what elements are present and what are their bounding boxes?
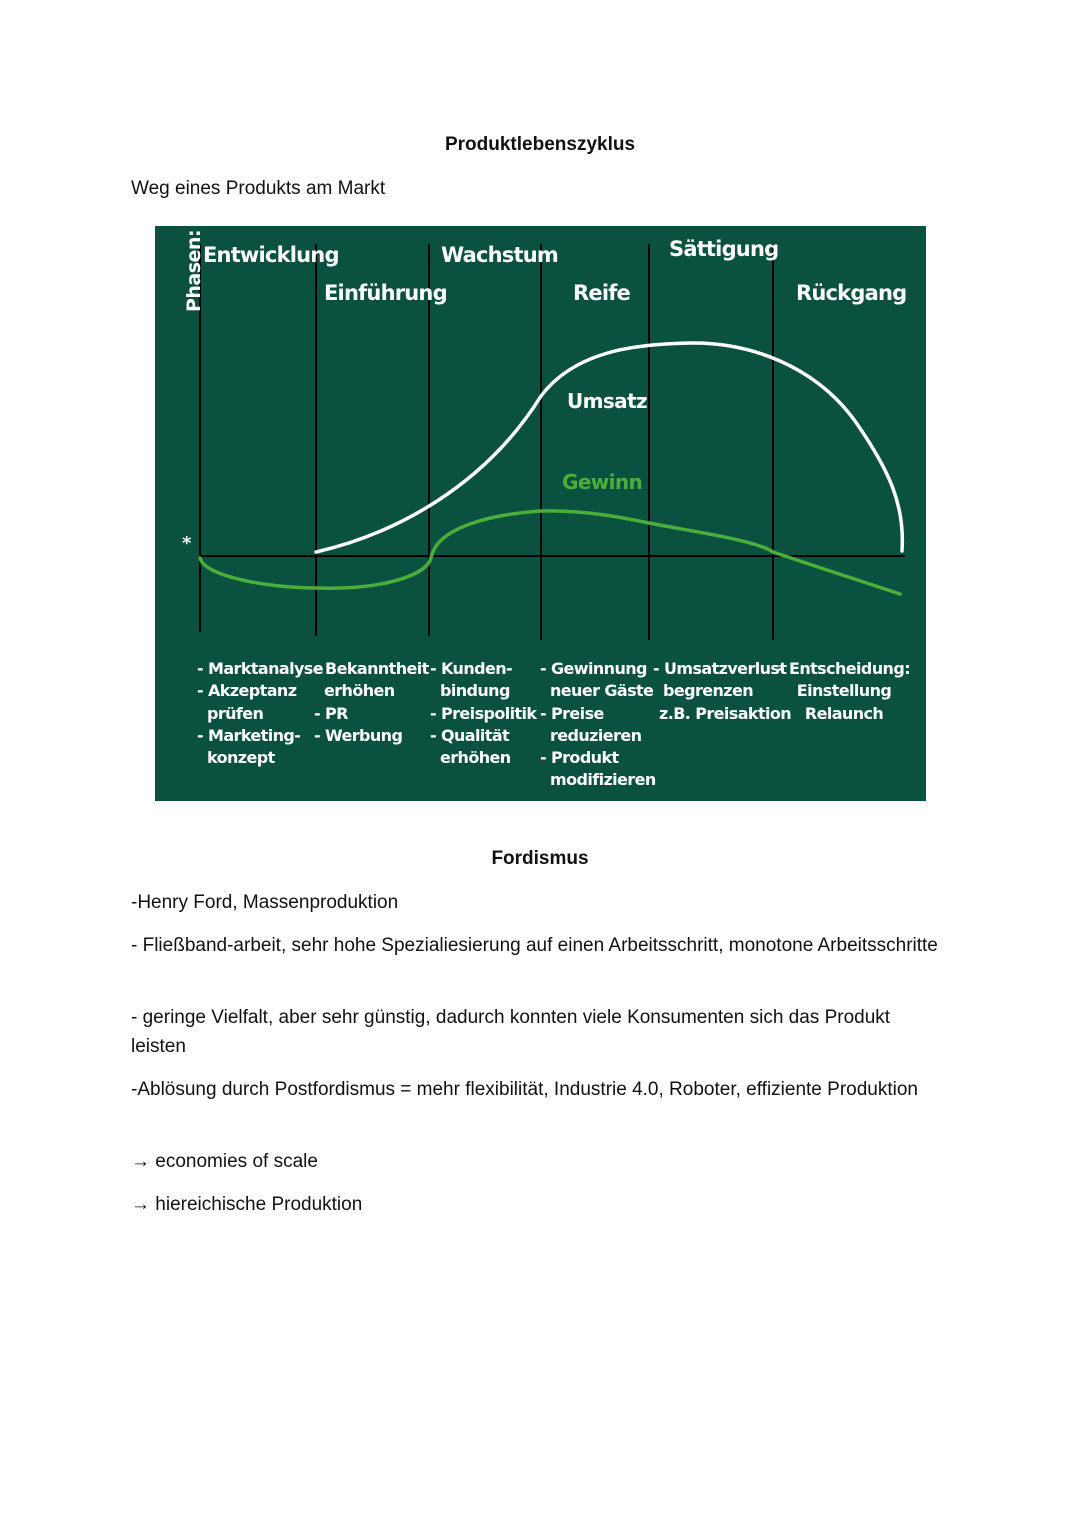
revenue-label: Umsatz <box>567 389 648 413</box>
note-line: - Marketing- <box>197 725 301 745</box>
profit-curve <box>200 511 900 594</box>
page-subtitle: Weg eines Produkts am Markt <box>131 178 386 199</box>
note-line: bindung <box>440 681 510 701</box>
body-line: - Fließband-arbeit, sehr hohe Spezialiesierung auf einen Arbeitsschritt, monotone Arbeitsschritte <box>131 935 938 956</box>
phases-side-label: Phasen: <box>183 229 206 313</box>
note-line: modifizieren <box>550 770 656 790</box>
phase-label-einfuehrung: Einführung <box>324 281 447 305</box>
section-title: Fordismus <box>491 848 589 869</box>
phase-notes-wachstum <box>430 658 536 769</box>
phase-label-saettigung: Sättigung <box>669 237 779 261</box>
note-line: - Gewinnung <box>540 659 647 678</box>
note-line: reduzieren <box>550 725 642 745</box>
note-line: konzept <box>207 748 275 768</box>
note-line: neuer Gäste <box>550 681 654 701</box>
page-title: Produktlebenszyklus <box>444 134 636 155</box>
note-line: - Entscheidung: <box>778 659 911 678</box>
phase-label-wachstum: Wachstum <box>441 243 558 267</box>
phase-label-rueckgang: Rückgang <box>796 281 907 305</box>
note-line: erhöhen <box>324 681 395 701</box>
note-line: - Preispolitik <box>430 703 537 723</box>
note-line: - Bekanntheit <box>314 659 429 678</box>
note-line: - Werbung <box>314 725 403 745</box>
note-line: - Akzeptanz <box>197 681 297 701</box>
note-line: erhöhen <box>440 748 511 768</box>
note-line: z.B. Preisaktion <box>659 703 792 723</box>
note-line: prüfen <box>207 703 264 723</box>
body-line: → hiereichische Produktion <box>131 1194 363 1215</box>
profit-label: Gewinn <box>562 470 643 494</box>
note-line: - Preise <box>540 703 604 723</box>
body-line: -Ablösung durch Postfordismus = mehr flexibilität, Industrie 4.0, Roboter, effiziente Produktion <box>131 1079 918 1100</box>
note-line: - Kunden- <box>430 659 513 678</box>
note-line: - Produkt <box>540 748 619 768</box>
phase-label-reife: Reife <box>573 281 630 305</box>
body-line: → economies of scale <box>131 1151 318 1172</box>
phase-notes-einfuehrung <box>314 658 429 747</box>
note-line: - PR <box>314 703 348 723</box>
phase-notes-reife <box>540 658 656 792</box>
note-line: begrenzen <box>663 681 754 701</box>
body-line: - geringe Vielfalt, aber sehr günstig, dadurch konnten viele Konsumenten sich das Produkt leisten <box>131 1007 891 1057</box>
phase-label-entwicklung: Entwicklung <box>203 243 339 267</box>
product-lifecycle-diagram <box>155 226 926 801</box>
note-line: - Qualität <box>430 725 510 745</box>
body-line: -Henry Ford, Massenproduktion <box>131 892 399 913</box>
phase-notes-rueckgang <box>778 658 910 725</box>
revenue-curve <box>316 343 902 552</box>
note-line: Einstellung <box>796 681 892 701</box>
origin-marker: * <box>182 533 192 554</box>
note-line: Relaunch <box>804 703 884 723</box>
phase-notes-saettigung <box>653 658 791 725</box>
note-line: - Umsatzverlust <box>653 659 787 678</box>
note-line: - Marktanalyse <box>197 659 323 678</box>
phase-notes-entwicklung <box>197 658 323 769</box>
